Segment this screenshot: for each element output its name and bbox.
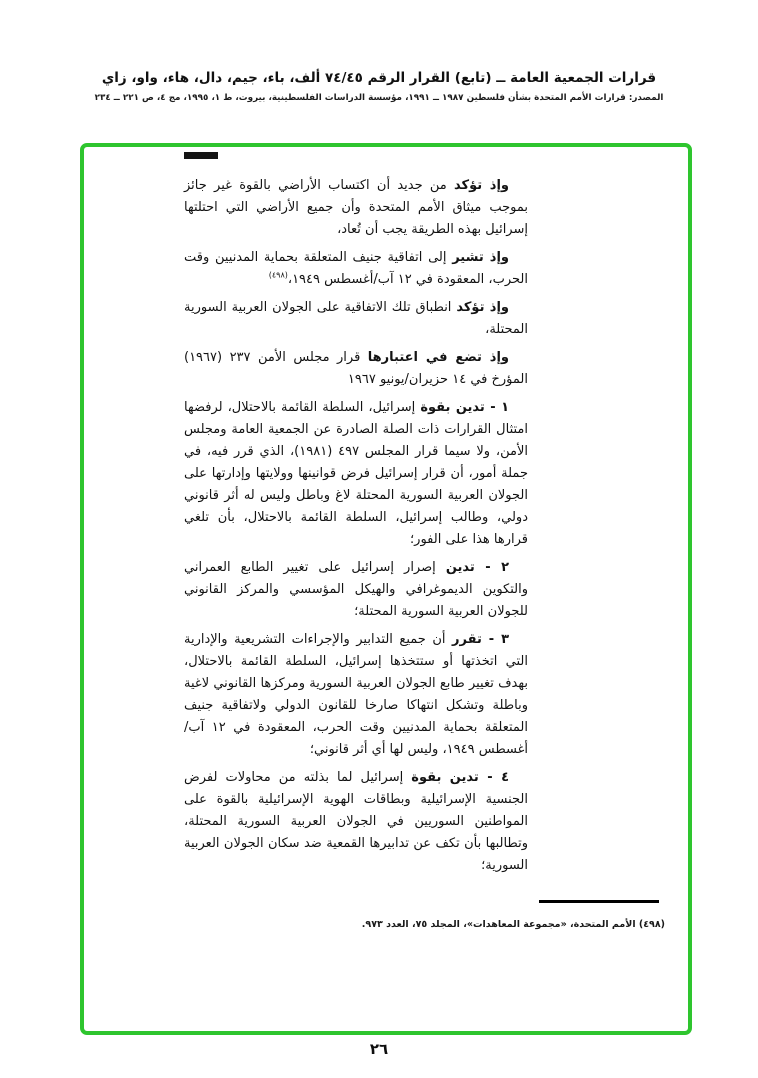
paragraph-lead: ٣ - تقرر <box>452 632 509 647</box>
paragraph-lead: وإذ تؤكد <box>456 300 509 315</box>
paragraph-text: قرار مجلس الأمن ٢٣٧ (١٩٦٧) المؤرخ في ١٤ حزيران/يونيو ١٩٦٧ <box>184 350 528 387</box>
resolution-text <box>184 175 528 883</box>
resolution-paragraph <box>184 629 528 761</box>
paragraph-text: من جديد أن اكتساب الأراضي بالقوة غير جائز بموجب ميثاق الأمم المتحدة وأن جميع الأراضي التي احتلتها إسرائيل بهذه الطريقة يجب أن تُعاد، <box>184 178 528 237</box>
source-line: المصدر: قرارات الأمم المتحدة بشأن فلسطين ١٩٨٧ ــ ١٩٩١، مؤسسة الدراسات الفلسطينية، بيروت، ط ١، ١٩٩٥، مج ٤، ص ٢٢١ ــ ٢٣٤ <box>94 93 664 103</box>
paragraph-lead: ١ - تدين بقوة <box>420 400 509 415</box>
resolution-paragraph <box>184 767 528 877</box>
paragraph-text: انطباق تلك الاتفاقية على الجولان العربية السورية المحتلة، <box>184 300 528 337</box>
paragraph-text: إلى اتفاقية جنيف المتعلقة بحماية المدنيين وقت الحرب، المعقودة في ١٢ آب/أغسطس ١٩٤٩، <box>184 250 528 287</box>
paragraph-text: أن جميع التدابير والإجراءات التشريعية والإدارية التي اتخذتها أو ستتخذها إسرائيل، السلطة القائمة بالاحتلال، بهدف تغيير طابع الجولان العربية السورية ومركزها القانوني لاغية وباطلة وتشكل انتهاكا صارخا للقانون الدولي ولاتفاقية جنيف المتعلقة بحماية المدنيين وقت الحرب، المعقودة في ١٢ آب/أغسطس ١٩٤٩، وليس لها أي أثر قانوني؛ <box>184 632 528 757</box>
footnote-separator-rule <box>539 900 659 903</box>
document-title: قرارات الجمعية العامة ــ (تابع) القرار الرقم ٧٤/٤٥ ألف، باء، جيم، دال، هاء، واو، زاي <box>101 70 657 86</box>
paragraph-lead: وإذ تشير <box>452 250 509 265</box>
resolution-paragraph <box>184 397 528 551</box>
paragraph-lead: ٤ - تدين بقوة <box>411 770 509 785</box>
resolution-paragraph <box>184 247 528 291</box>
resolution-paragraph <box>184 557 528 623</box>
resolution-paragraph <box>184 175 528 241</box>
footnote-ref: (٤٩٨) <box>268 270 288 280</box>
resolution-paragraph <box>184 297 528 341</box>
page-header <box>0 70 758 103</box>
paragraph-text: إصرار إسرائيل على تغيير الطابع العمراني والتكوين الديموغرافي والهيكل المؤسسي والمركز القانوني للجولان العربية السورية المحتلة؛ <box>184 560 528 619</box>
paragraph-text: إسرائيل لما بذلته من محاولات لفرض الجنسية الإسرائيلية وبطاقات الهوية الإسرائيلية بالقوة على المواطنين السوريين في الجولان العربية السورية المحتلة، وتطالبها بأن تكف عن تدابيرها القمعية ضد سكان الجولان العربية السورية؛ <box>184 770 528 873</box>
footnote: (٤٩٨) الأمم المتحدة، «مجموعة المعاهدات»، المجلد ٧٥، العدد ٩٧٣. <box>361 919 665 930</box>
paragraph-lead: وإذ تضع في اعتبارها <box>367 350 510 365</box>
scan-artifact-mark <box>184 152 218 159</box>
resolution-paragraph <box>184 347 528 391</box>
paragraph-text: إسرائيل، السلطة القائمة بالاحتلال، لرفضها امتثال القرارات ذات الصلة الصادرة عن الجمعية العامة ومجلس الأمن، ولا سيما قرار المجلس ٤٩٧ (١٩٨١)، الذي قرر فيه، في جملة أمور، أن قرار إسرائيل فرض قوانينها وولايتها وإدارتها على الجولان العربية السورية المحتلة لاغ وباطل وليس له أثر قانوني دولي، وطالب إسرائيل، السلطة القائمة بالاحتلال، بأن تلغي قرارها هذا على الفور؛ <box>184 400 528 547</box>
page-number: ٢٦ <box>369 1040 389 1058</box>
scan-frame <box>80 143 692 1035</box>
paragraph-lead: ٢ - تدين <box>445 560 509 575</box>
paragraph-lead: وإذ تؤكد <box>454 178 509 193</box>
